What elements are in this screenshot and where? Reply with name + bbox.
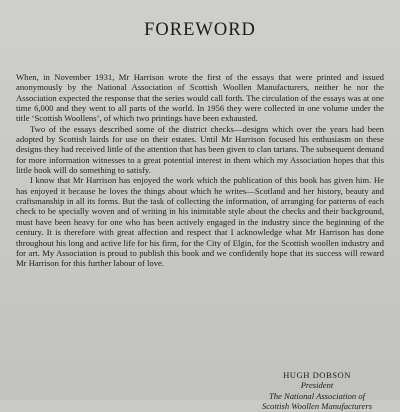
paragraph-2: Two of the essays described some of the district checks—designs which over the years had been adopted by Scottish lairds for use on their estates. Until Mr Harrison focused his enthusiasm on these designs they had received little of the attention that has been given to clan tartans. The subsequent demand for more information witnesses to a great potential interest in them which my Association hopes that this little book will do something to satisfy. [16,123,384,176]
signature-block [252,370,382,412]
signatory-name: HUGH DOBSON [283,370,351,380]
signatory-org-line-2: Scottish Woollen Manufacturers [261,401,373,412]
paragraph-1: When, in November 1931, Mr Harrison wrote the first of the essays that were printed and issued anonymously by the National Association of Scottish Woollen Manufacturers, neither he nor the Association expected the response that the series would call forth. The circulation of the essays was at one time 6,000 and they went to all parts of the world. In 1956 they were collected in one volume under the title ‘Scottish Woollens’, of which two printings have been exhausted. [16,72,384,124]
page-title: FOREWORD [144,20,256,40]
signatory-role: President [300,380,334,391]
signatory-org-line-1: The National Association of [268,390,366,401]
paragraph-3: I know that Mr Harrison has enjoyed the work which the publication of this book has given him. He has enjoyed it because he loves the things about which he writes—Scotland and her history, beauty and craftsmanship in all its forms. But the task of collecting the information, of arranging for patterns of each check to be specially woven and of writing in his inimitable style about the checks and their background, must have been heavy for one who has been actively engaged in the industry since the beginning of the century. It is therefore with great affection and respect that I acknowledge what Mr Harrison has done throughout his long and active life for his firm, for the City of Elgin, for the Scottish woollen industry and for art. My Association is proud to publish this book and we confidently hope that its success will reward Mr Harrison for this further labour of love. [16,175,384,269]
foreword-body [16,72,384,269]
